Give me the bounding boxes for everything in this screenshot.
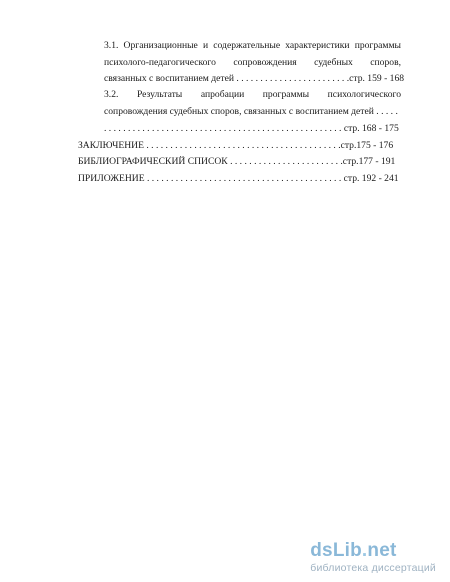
toc-entry-appendix: ПРИЛОЖЕНИЕ . . . . . . . . . . . . . . . . . . . . . . . . . . . . . . . . . . . . . . . . . стр. 192 - 241: [78, 173, 399, 184]
dslib-watermark: [310, 541, 436, 574]
toc-word: и: [202, 40, 209, 51]
logo-tld: net: [367, 540, 397, 561]
toc-word: содержательные: [213, 40, 281, 51]
watermark-subtitle: библиотека диссертаций: [310, 562, 436, 574]
toc-entry-conclusion: ЗАКЛЮЧЕНИЕ . . . . . . . . . . . . . . . . . . . . . . . . . . . . . . . . . . . . . . . . .стр.175 - 176: [78, 140, 394, 151]
toc-entry-3-1-line-3: связанных с воспитанием детей . . . . . . . . . . . . . . . . . . . . . . . .стр. 159 - 168: [104, 73, 405, 84]
toc-word: судебных: [314, 57, 353, 68]
toc-word: психологического: [327, 89, 401, 100]
toc-word: программы: [262, 89, 310, 100]
logo-dot: .: [361, 540, 368, 561]
toc-word: сопровождения: [233, 57, 297, 68]
toc-entry-3-2-line-2: сопровождения судебных споров, связанных с воспитанием детей . . . . .: [104, 106, 398, 117]
toc-entry-3-1-line-2: [104, 57, 401, 69]
toc-entry-3-1-line-1: [104, 40, 401, 52]
toc-entry-3-2-line-1: [104, 89, 401, 101]
toc-entry-3-2-line-3: . . . . . . . . . . . . . . . . . . . . . . . . . . . . . . . . . . . . . . . . . . . . . . . . . . стр. 168 - 175: [104, 123, 399, 134]
toc-word: психолого-педагогического: [104, 57, 216, 68]
toc-word: 3.2.: [104, 89, 119, 100]
toc-word: апробации: [200, 89, 245, 100]
logo-main: dsLib: [310, 540, 362, 561]
dslib-logo: [310, 541, 436, 561]
toc-entry-bibliography: БИБЛИОГРАФИЧЕСКИЙ СПИСОК . . . . . . . . . . . . . . . . . . . . . . . .стр.177 - 191: [78, 156, 396, 167]
toc-word: программы: [354, 40, 401, 51]
toc-word: 3.1.: [104, 40, 119, 51]
toc-word: Результаты: [136, 89, 183, 100]
toc-word: Организационные: [123, 40, 198, 51]
toc-word: характеристики: [285, 40, 350, 51]
toc-word: споров,: [370, 57, 401, 68]
